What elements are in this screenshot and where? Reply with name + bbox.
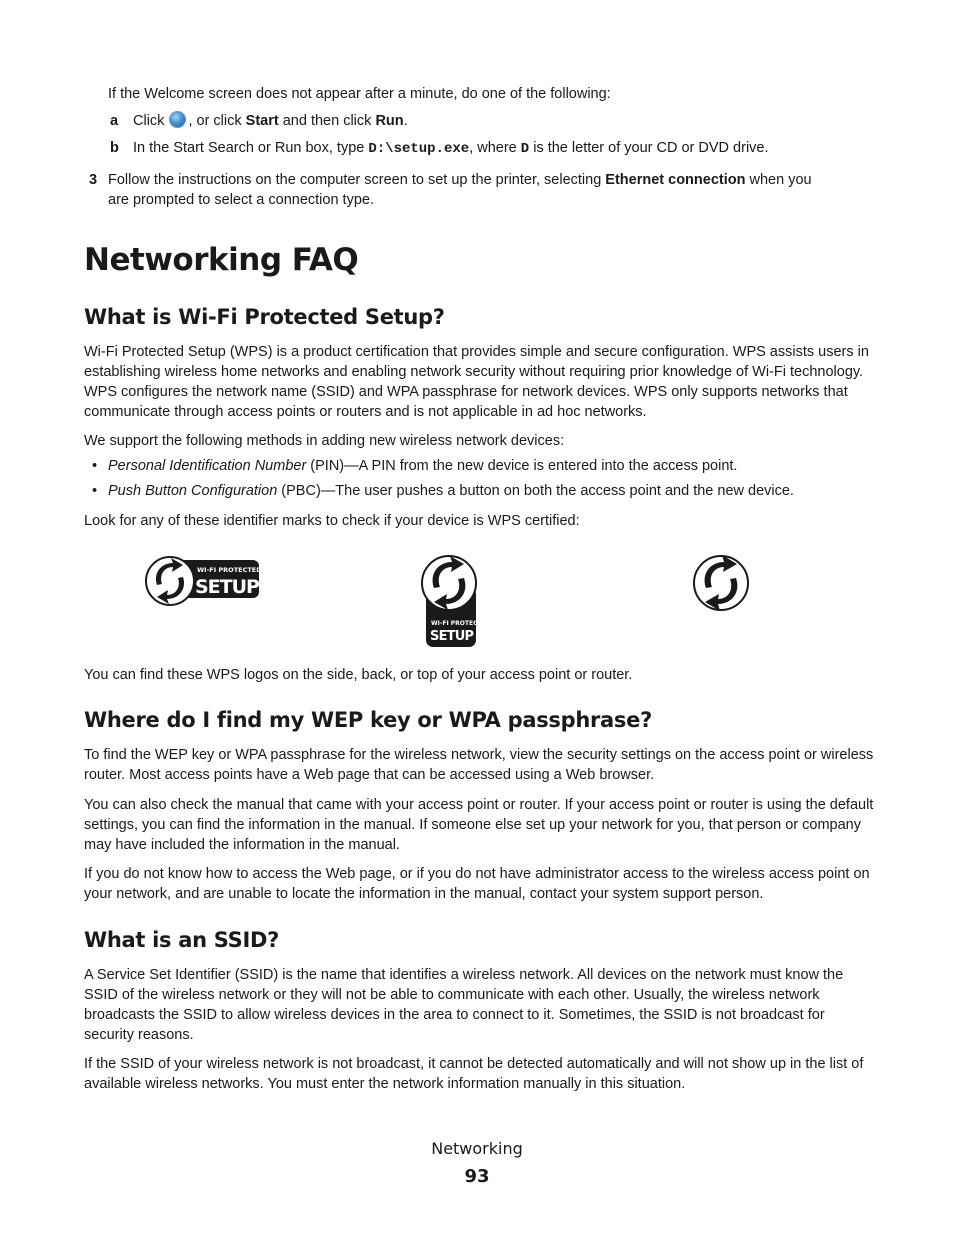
heading-wep: Where do I find my WEP key or WPA passphrase? bbox=[84, 708, 652, 732]
bullet-dot: • bbox=[92, 483, 98, 499]
wps-para-1: Wi-Fi Protected Setup (WPS) is a product certification that provides simple and secure configuration. WPS assists users in establishing wireless home networks and enabling network security without requiring prior knowledge of Wi-Fi technology. WPS configures the network name (SSID) and WPA passphrase for network devices. WPS only supports networks that communicate through access points or routers and is not applicable in ad hoc networks. bbox=[84, 344, 869, 420]
wep-para-1: To find the WEP key or WPA passphrase for the wireless network, view the security settings on the access point or wireless router. Most access points have a Web page that can be accessed using a Web browser. bbox=[84, 747, 874, 783]
page-number: 93 bbox=[464, 1166, 490, 1187]
ssid-para-1: A Service Set Identifier (SSID) is the name that identifies a wireless network. All devices on the network must know the SSID of the wireless network or they will not be able to communicate with each other. Usually, the wireless network broadcasts the SSID to allow wireless devices in the area to connect to it. Sometimes, the SSID is not broadcast for security reasons. bbox=[84, 967, 844, 1043]
page-title: Networking FAQ bbox=[84, 242, 359, 278]
step-a-text: Click , or click Start and then click Run. bbox=[133, 113, 408, 129]
wps-icon-logo bbox=[692, 550, 750, 616]
logo-big-text: SETUP bbox=[195, 576, 259, 598]
step-b-letter: b bbox=[110, 140, 119, 156]
logo-big-text: SETUP bbox=[430, 629, 474, 644]
wps-vertical-logo bbox=[418, 553, 491, 649]
ssid-para-2: If the SSID of your wireless network is not broadcast, it cannot be detected automatically and will not show up in the list of available wireless networks. You must enter the network information manually in this situation. bbox=[84, 1056, 864, 1092]
wps-para-4: You can find these WPS logos on the side, back, or top of your access point or router. bbox=[84, 667, 633, 683]
wps-para-2: We support the following methods in adding new wireless network devices: bbox=[84, 433, 565, 449]
windows-start-orb-icon bbox=[169, 111, 186, 128]
step-3-text: Follow the instructions on the computer screen to set up the printer, selecting Ethernet connection when you are prompted to select a connection type. bbox=[108, 172, 812, 208]
wps-bullet-pin: Personal Identification Number (PIN)—A PIN from the new device is entered into the access point. bbox=[108, 458, 738, 474]
wep-para-3: If you do not know how to access the Web page, or if you do not have administrator access to the wireless access point on your network, and are unable to locate the information in the manual, contact your system support person. bbox=[84, 866, 870, 902]
heading-ssid: What is an SSID? bbox=[84, 928, 280, 952]
heading-wps: What is Wi-Fi Protected Setup? bbox=[84, 305, 445, 329]
footer-section-label: Networking bbox=[431, 1139, 523, 1158]
logo-small-text: WI-FI PROTECTED bbox=[431, 620, 491, 627]
wps-bullet-pbc: Push Button Configuration (PBC)—The user pushes a button on both the access point and the new device. bbox=[108, 483, 794, 499]
logo-small-text: WI-FI PROTECTED bbox=[197, 566, 262, 574]
bullet-dot: • bbox=[92, 458, 98, 474]
wps-horizontal-logo bbox=[145, 555, 260, 607]
step-b-text: In the Start Search or Run box, type D:\setup.exe, where D is the letter of your CD or DVD drive. bbox=[133, 140, 769, 157]
wep-para-2: You can also check the manual that came with your access point or router. If your access point or router is using the default settings, you can find the information in the manual. If someone else set up your network for you, that person or company may have included the information in the manual. bbox=[84, 797, 874, 853]
wps-para-3: Look for any of these identifier marks to check if your device is WPS certified: bbox=[84, 513, 580, 529]
step-a-letter: a bbox=[110, 113, 119, 129]
step-3-number: 3 bbox=[89, 172, 98, 188]
intro-line: If the Welcome screen does not appear after a minute, do one of the following: bbox=[108, 86, 611, 102]
